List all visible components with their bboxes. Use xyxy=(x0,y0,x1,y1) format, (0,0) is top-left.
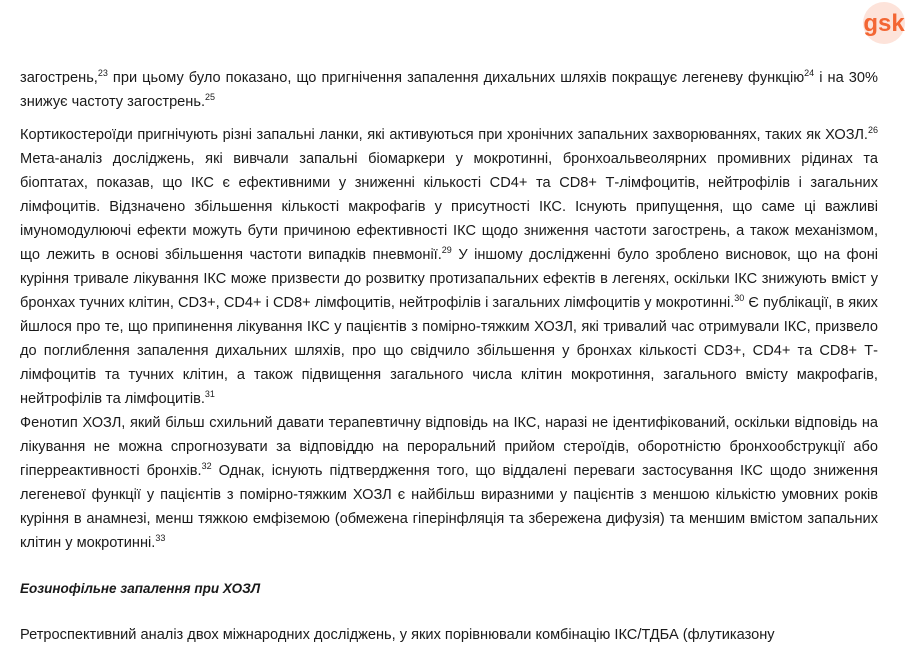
paragraph-4: Ретроспективний аналіз двох міжнародних досліджень, у яких порівнювали комбінацію ІКС/ТДБА (флутиказону xyxy=(20,627,775,643)
paragraph-1: загострень,$^{23}$ при цьому було показано, що пригнічення запалення дихальних шляхів покращує легеневу функцію$^{24}$ і на 30% знижує частоту загострень.$^{25}$ xyxy=(20,68,879,110)
document-body xyxy=(20,66,878,647)
logo-text: gsk xyxy=(863,10,905,37)
paragraph-2: Кортикостероїди пригнічують різні запальні ланки, які активуються при хронічних запальних захворюваннях, таких як ХОЗЛ.$^{26}$ Мета-аналіз досліджень, які вивчали запальні біомаркери у мокротинні, бронхоальвеолярних промивних рідинах та біоптатах, показав, що ІКС є ефективними у зниженні кількості CD4+ та CD8+ Т-лімфоцитів, нейтрофілів і загальних лімфоцитів. Відзначено збільшення кількості макрофагів у присутності ІКС. Існують припущення, що саме ці важливі імуномодулюючі ефекти можуть бути причиною ефективності ІКС щодо зниження частоти загострень, а також механізмом, що лежить в основі збільшення частоти випадків пневмонії.$^{29}$ У іншому дослідженні було зроблено висновок, що на фоні куріння тривале лікування ІКС може призвести до розвитку протизапальних ефектів в легенях, оскільки ІКС знижують вміст у бронхах тучних клітин, CD3+, CD4+ і CD8+ лімфоцитів, нейтрофілів і загальних лімфоцитів у мокротинні.$^{30}$ Є публікації, в яких йшлося про те, що припинення лікування ІКС у пацієнтів з помірно-тяжким ХОЗЛ, які тривалий час отримували ІКС, призвело до поглиблення запалення дихальних шляхів, про що свідчило збільшення у бронхах кількості CD3+, CD4+ та CD8+ Т-лімфоцитів та тучних клітин, а також підвищення загального числа клітин мокротиння, загального вмісту макрофагів, нейтрофілів та лімфоцитів.$^{31}$ xyxy=(20,125,878,407)
section-heading: Еозинофільне запалення при ХОЗЛ xyxy=(20,581,261,596)
paragraph-3: Фенотип ХОЗЛ, який більш схильний давати терапевтичну відповідь на ІКС, наразі не ідентифікований, оскільки відповідь на лікування не можна спрогнозувати за відповіддю на пероральний прийом стероїдів, оборотністю бронхообструкції або гіперреактивності бронхів.$^{32}$ Однак, існують підтвердження того, що віддалені переваги застосування ІКС щодо зниження легеневої функції у пацієнтів з помірно-тяжким ХОЗЛ є найбільш виразними у пацієнтів з меншою кількістю умовних років куріння в анамнезі, менш тяжкою емфіземою (обмежена гіперінфляція та збережена дифузія) та меншим вмістом запальних клітин у мокротинні.$^{33}$ xyxy=(20,415,878,551)
gsk-logo xyxy=(854,2,914,44)
